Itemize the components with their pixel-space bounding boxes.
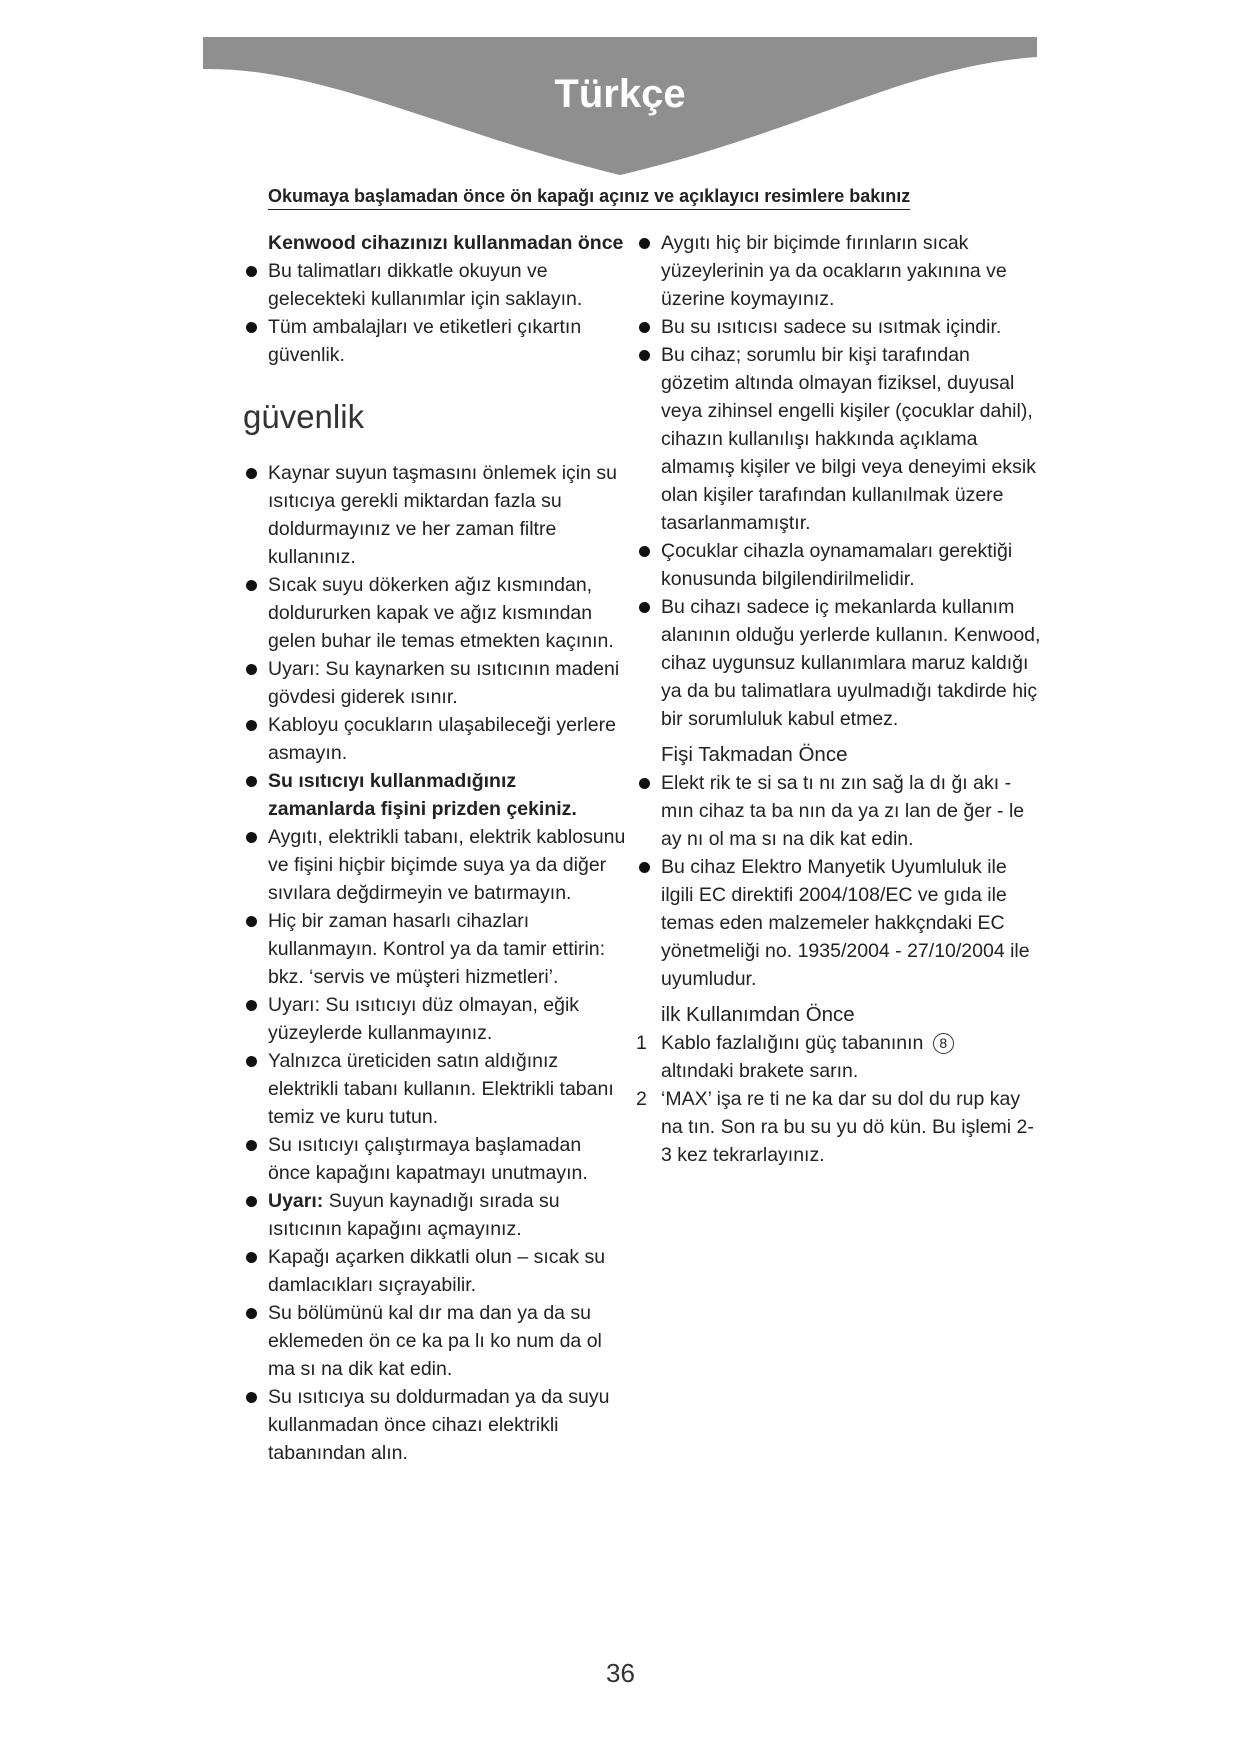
safety-heading: güvenlik <box>243 398 365 435</box>
page-number: 36 <box>606 1658 635 1688</box>
first-use-steps <box>636 1029 1041 1169</box>
first-use-heading: ilk Kullanımdan Önce <box>661 1003 855 1026</box>
warning-text: Suyun kaynadığı sırada su ısıtıcının kapağını açmayınız. <box>268 1190 560 1240</box>
list-item <box>268 1187 628 1243</box>
list-item: Su ısıtıcıyı kullanmadığınız zamanlarda fişini prizden çekiniz. <box>268 767 628 823</box>
list-item: Bu cihaz; sorumlu bir kişi tarafından gözetim altında olmayan fiziksel, duyusal veya zihinsel engelli kişiler (çocuklar dahil), cihazın kullanılışı hakkında açıklama almamış kişiler ve bilgi veya deneyimi eksik olan kişiler tarafından kullanılmak üzere tasarlanmamıştır. <box>661 341 1041 537</box>
warning-label: Uyarı: <box>268 994 321 1016</box>
safety-list-continued <box>661 229 1041 733</box>
step-text: ‘MAX’ işa re ti ne ka dar su dol du rup kay na tın. Son ra bu su yu dö kün. Bu işlemi 2-3 kez tekrarlayınız. <box>661 1088 1034 1166</box>
page-title: Türkçe <box>554 72 686 116</box>
step-number: 2 <box>636 1088 647 1110</box>
warning-label: Uyarı: <box>268 1190 324 1212</box>
before-use-list <box>268 257 628 369</box>
before-use-heading: Kenwood cihazınızı kullanmadan önce <box>268 232 624 254</box>
before-plugging-heading: Fişi Takmadan Önce <box>661 743 848 766</box>
list-item: Hiç bir zaman hasarlı cihazları kullanmayın. Kontrol ya da tamir ettirin: bkz. ‘servis ve müşteri hizmetleri’. <box>268 907 628 991</box>
step-number: 1 <box>636 1032 647 1054</box>
list-item: Tüm ambalajları ve etiketleri çıkartın güvenlik. <box>268 313 628 369</box>
list-item <box>268 991 628 1047</box>
list-item: Bu cihazı sadece iç mekanlarda kullanım alanının olduğu yerlerde kullanın. Kenwood, cihaz uygunsuz kullanımlara maruz kaldığı ya da bu talimatlara uyulmadığı takdirde hiç bir sorumluluk kabul etmez. <box>661 593 1041 733</box>
step-item <box>636 1029 1041 1085</box>
list-item: Su ısıtıcıya su doldurmadan ya da suyu kullanmadan önce cihazı elektrikli tabanından alın. <box>268 1383 628 1467</box>
before-plugging-list <box>661 769 1041 993</box>
step-item <box>636 1085 1041 1169</box>
list-item: Aygıtı hiç bir biçimde fırınların sıcak yüzeylerinin ya da ocakların yakınına ve üzerine koymayınız. <box>661 229 1041 313</box>
list-item: Elekt rik te si sa tı nı zın sağ la dı ğı akı - mın cihaz ta ba nın da ya zı lan de ğer - le ay nı ol ma sı na dik kat edin. <box>661 769 1041 853</box>
safety-list <box>268 459 628 1467</box>
step-text-tail: altındaki brakete sarın. <box>661 1060 859 1082</box>
right-column <box>636 229 1041 1169</box>
header-banner <box>203 37 1037 177</box>
list-item: Kaynar suyun taşmasını önlemek için su ısıtıcıya gerekli miktardan fazla su doldurmayınız ve her zaman filtre kullanınız. <box>268 459 628 571</box>
list-item: Su ısıtıcıyı çalıştırmaya başlamadan önce kapağını kapatmayı unutmayın. <box>268 1131 628 1187</box>
warning-text: Su ısıtıcıyı düz olmayan, eğik yüzeylerde kullanmayınız. <box>268 994 580 1044</box>
list-item: Bu cihaz Elektro Manyetik Uyumluluk ile ilgili EC direktifi 2004/108/EC ve gıda ile temas eden malzemeler hakkçndaki EC yönetmeliği no. 1935/2004 - 27/10/2004 ile uyumludur. <box>661 853 1041 993</box>
list-item: Yalnızca üreticiden satın aldığınız elektrikli tabanı kullanın. Elektrikli tabanı temiz ve kuru tutun. <box>268 1047 628 1131</box>
list-item: Uyarı: Su kaynarken su ısıtıcının madeni gövdesi giderek ısınır. <box>268 655 628 711</box>
intro-note: Okumaya başlamadan önce ön kapağı açınız ve açıklayıcı resimlere bakınız <box>268 186 910 210</box>
left-column <box>243 229 628 1467</box>
list-item: Aygıtı, elektrikli tabanı, elektrik kablosunu ve fişini hiçbir biçimde suya ya da diğer sıvılara değdirmeyin ve batırmayın. <box>268 823 628 907</box>
step-text: Kablo fazlalığını güç tabanının <box>661 1032 924 1054</box>
list-item: Su bölümünü kal dır ma dan ya da su eklemeden ön ce ka pa lı ko num da ol ma sı na dik kat edin. <box>268 1299 628 1383</box>
figure-ref-icon: 8 <box>933 1033 954 1054</box>
list-item: Bu talimatları dikkatle okuyun ve gelecekteki kullanımlar için saklayın. <box>268 257 628 313</box>
list-item: Çocuklar cihazla oynamamaları gerektiği konusunda bilgilendirilmelidir. <box>661 537 1041 593</box>
list-item: Sıcak suyu dökerken ağız kısmından, doldururken kapak ve ağız kısmından gelen buhar ile temas etmekten kaçının. <box>268 571 628 655</box>
list-item: Kapağı açarken dikkatli olun – sıcak su damlacıkları sıçrayabilir. <box>268 1243 628 1299</box>
list-item: Kabloyu çocukların ulaşabileceği yerlere asmayın. <box>268 711 628 767</box>
list-item: Bu su ısıtıcısı sadece su ısıtmak içindir. <box>661 313 1041 341</box>
